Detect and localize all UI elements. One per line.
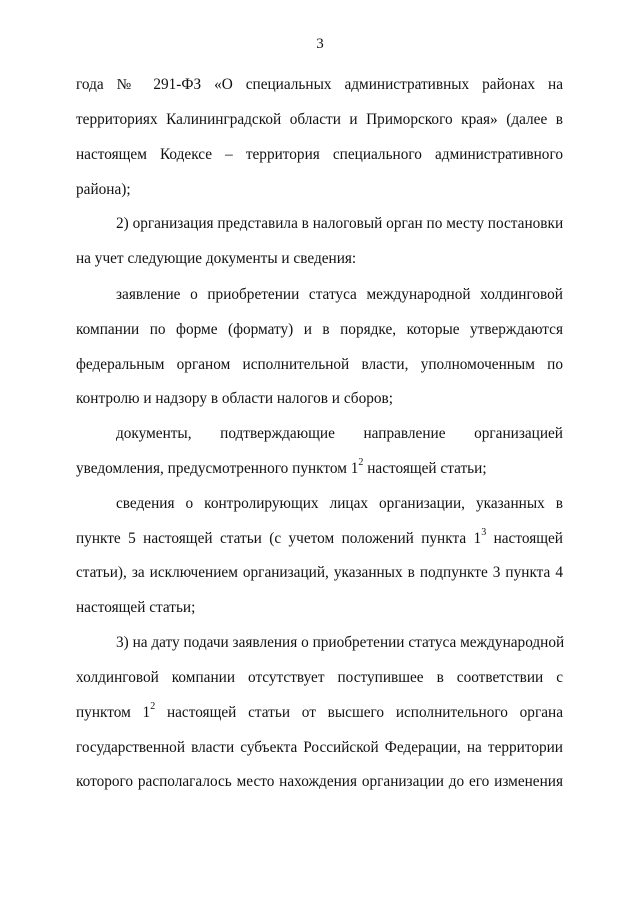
- superscript: 2: [358, 456, 364, 468]
- text-line: [76, 526, 563, 549]
- text-line: 3) на дату подачи заявления о приобретении статуса международной: [116, 634, 565, 651]
- text-line: территориях Калининградской области и Приморского края» (далее в: [76, 111, 563, 128]
- text-line: государственной власти субъекта Российской Федерации, на территории: [76, 739, 563, 756]
- text-line: документы, подтверждающие направление организацией: [116, 425, 563, 442]
- text-line: [76, 700, 563, 723]
- text-line: на учет следующие документы и сведения:: [76, 250, 357, 267]
- page-number: 3: [316, 36, 324, 52]
- text-span: настоящей статьи;: [363, 460, 487, 477]
- text-line: района);: [76, 181, 131, 198]
- text-span: настоящей: [486, 530, 563, 547]
- text-span: пункте 5 настоящей статьи (с учетом положений пункта 1: [76, 530, 482, 547]
- text-line: [76, 456, 563, 479]
- text-line: настоящем Кодексе – территория специального административного: [76, 146, 563, 163]
- text-span: настоящей статьи от высшего исполнительного органа: [155, 704, 563, 721]
- text-line: холдинговой компании отсутствует поступившее в соответствии с: [76, 669, 563, 686]
- text-span: пунктом 1: [76, 704, 151, 721]
- text-line: которого располагалось место нахождения организации до его изменения: [76, 773, 563, 790]
- text-span: уведомления, предусмотренного пунктом 1: [76, 460, 359, 477]
- superscript: 2: [150, 700, 156, 712]
- text-line: 2) организация представила в налоговый орган по месту постановки: [116, 215, 564, 232]
- text-line: сведения о контролирующих лицах организации, указанных в: [116, 495, 563, 512]
- superscript: 3: [481, 526, 487, 538]
- text-line: заявление о приобретении статуса международной холдинговой: [116, 286, 563, 303]
- text-line: контролю и надзору в области налогов и сборов;: [76, 390, 393, 407]
- text-line: компании по форме (формату) и в порядке, которые утверждаются: [76, 321, 563, 338]
- text-line: федеральным органом исполнительной власти, уполномоченным по: [76, 356, 563, 373]
- text-line: настоящей статьи;: [76, 599, 196, 616]
- text-line: года № 291-ФЗ «О специальных административных районах на: [76, 76, 563, 93]
- text-line: статьи), за исключением организаций, указанных в подпункте 3 пункта 4: [76, 564, 563, 581]
